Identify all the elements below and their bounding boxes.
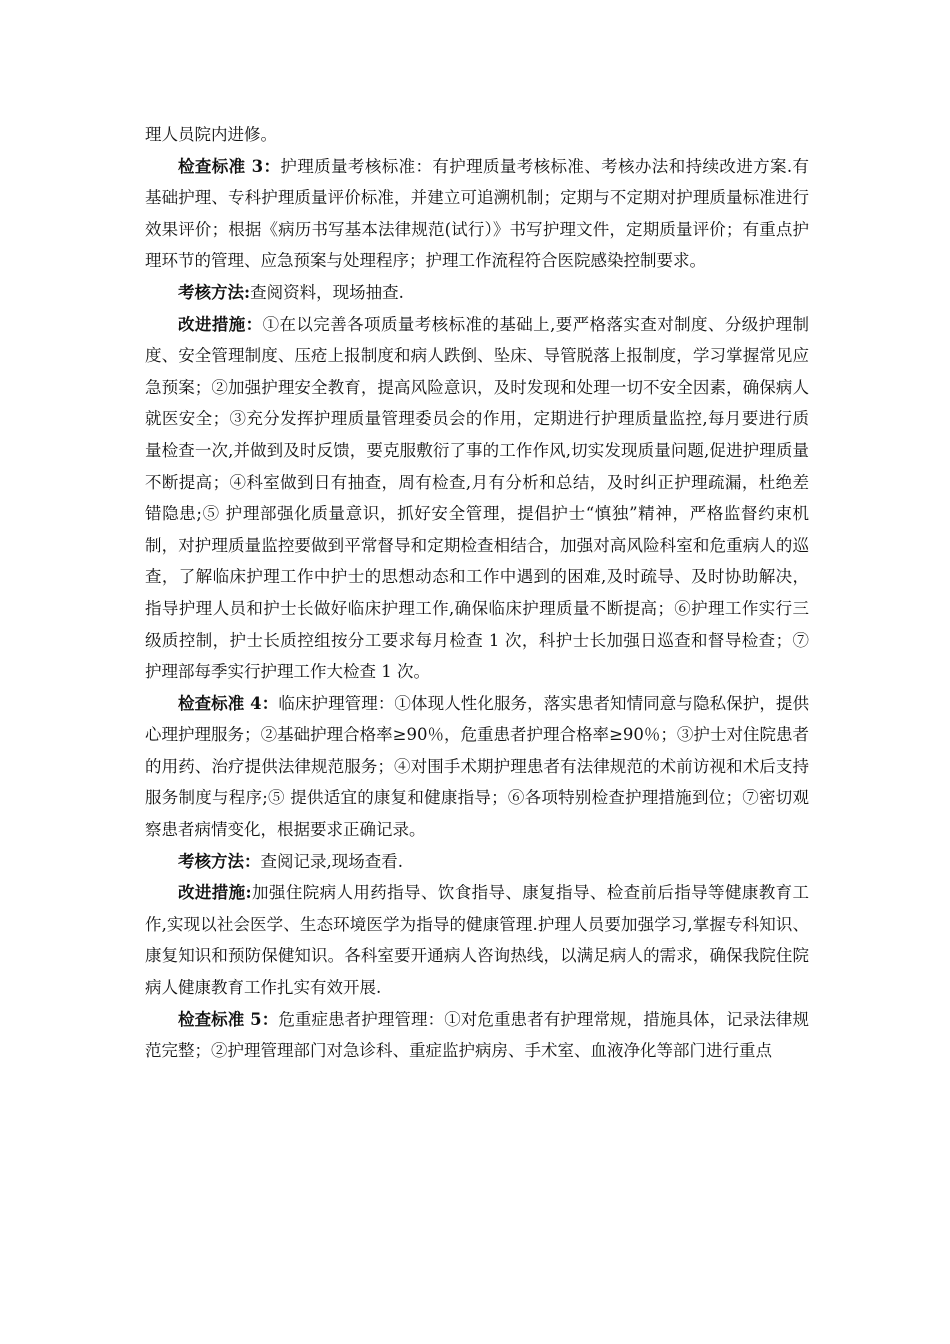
paragraph-standard-4: [145, 688, 809, 846]
paragraph-label: 检查标准 5：: [178, 1009, 279, 1029]
paragraph-text: 加强住院病人用药指导、饮食指导、康复指导、检查前后指导等健康教育工作,实现以社会医学、生态环境医学为指导的健康管理.护理人员要加强学习,掌握专科知识、康复知识和预防保健知识。各科室要开通病人咨询热线，以满足病人的需求，确保我院住院病人健康教育工作扎实有效开展.: [145, 883, 810, 998]
paragraph-text: ①在以完善各项质量考核标准的基础上,要严格落实查对制度、分级护理制度、安全管理制度、压疮上报制度和病人跌倒、坠床、导管脱落上报制度，学习掌握常见应急预案；②加强护理安全教育，提高风险意识，及时发现和处理一切不安全因素，确保病人就医安全；③充分发挥护理质量管理委员会的作用，定期进行护理质量监控,每月要进行质量检查一次,并做到及时反馈，要克服敷衍了事的工作作风,切实发现质量问题,促进护理质量不断提高；④科室做到日有抽查，周有检查,月有分析和总结，及时纠正护理疏漏，杜绝差错隐患;⑤ 护理部强化质量意识，抓好安全管理，提倡护士“慎独”精神，严格监督约束机制，对护理质量监控要做到平常督导和定期检查相结合，加强对高风险科室和危重病人的巡查，了解临床护理工作中护士的思想动态和工作中遇到的困难,及时疏导、及时协助解决，指导护理人员和护士长做好临床护理工作,确保临床护理质量不断提高；⑥护理工作实行三级质控制，护士长质控组按分工要求每月检查 1 次，科护士长加强日巡查和督导检查；⑦护理部每季实行护理工作大检查 1 次。: [145, 314, 809, 682]
paragraph-label: 改进措施：: [178, 314, 263, 334]
paragraph-standard-5: [145, 1004, 809, 1067]
paragraph-continuation: [145, 119, 809, 151]
paragraph-standard-3: [145, 151, 809, 277]
paragraph-method-1: [145, 277, 809, 309]
paragraph-label: 检查标准 3：: [178, 156, 281, 176]
paragraph-label: 考核方法:: [178, 282, 251, 302]
paragraph-text: 查阅记录,现场查看.: [260, 851, 403, 871]
document-page: [145, 119, 809, 1067]
paragraph-measures-1: [145, 309, 809, 688]
paragraph-method-2: [145, 846, 809, 878]
paragraph-text: 临床护理管理：①体现人性化服务，落实患者知情同意与隐私保护，提供心理护理服务；②基础护理合格率≥90％，危重患者护理合格率≥90％；③护士对住院患者的用药、治疗提供法律规范服务；④对围手术期护理患者有法律规范的术前访视和术后支持服务制度与程序;⑤ 提供适宜的康复和健康指导；⑥各项特别检查护理措施到位；⑦密切观察患者病情变化，根据要求正确记录。: [145, 693, 809, 840]
paragraph-label: 考核方法：: [178, 851, 261, 871]
paragraph-measures-2: [145, 877, 809, 1003]
paragraph-text: 查阅资料，现场抽查.: [250, 282, 404, 302]
paragraph-text: 危重症患者护理管理：①对危重患者有护理常规，措施具体，记录法律规范完整；②护理管理部门对急诊科、重症监护病房、手术室、血液净化等部门进行重点: [145, 1009, 809, 1061]
paragraph-label: 改进措施:: [178, 883, 252, 903]
paragraph-text: 理人员院内进修。: [145, 125, 277, 144]
paragraph-text: 护理质量考核标准：有护理质量考核标准、考核办法和持续改进方案.有基础护理、专科护理质量评价标准，并建立可追溯机制；定期与不定期对护理质量标准进行效果评价；根据《病历书写基本法律规范(试行）》书写护理文件，定期质量评价；有重点护理环节的管理、应急预案与处理程序；护理工作流程符合医院感染控制要求。: [145, 156, 809, 271]
paragraph-label: 检查标准 4：: [178, 693, 279, 713]
